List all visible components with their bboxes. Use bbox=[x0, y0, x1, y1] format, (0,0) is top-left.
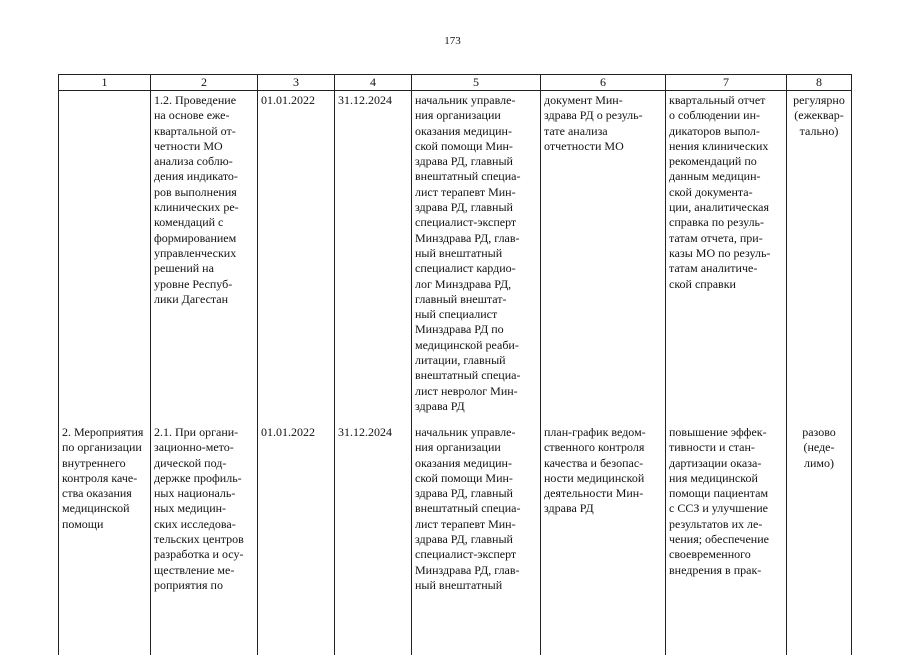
end-date-cell: 31.12.2024 bbox=[335, 91, 412, 420]
column-header-6: 6 bbox=[541, 75, 666, 91]
column-header-5: 5 bbox=[412, 75, 541, 91]
frequency-cell: разово (неде- лимо) bbox=[787, 419, 852, 655]
start-date-cell: 01.01.2022 bbox=[258, 91, 335, 420]
measures-table bbox=[58, 74, 852, 655]
result-document-cell: документ Мин- здрава РД о резуль- тате анализа отчетности МО bbox=[541, 91, 666, 420]
end-date-cell: 31.12.2024 bbox=[335, 419, 412, 655]
measure-cell: 1.2. Проведение на основе еже- квартальной от- четности МО анализа соблю- дения индикато- ров выполнения клинических ре- комендаций с формированием управленческих решений на уровне Респуб- лики Дагестан bbox=[151, 91, 258, 420]
column-header-3: 3 bbox=[258, 75, 335, 91]
responsible-cell: начальник управле- ния организации оказания медицин- ской помощи Мин- здрава РД, главный внештатный специа- лист терапевт Мин- здрава РД, главный специалист-эксперт Минздрава РД, глав- ный внештатный bbox=[412, 419, 541, 655]
column-header-7: 7 bbox=[666, 75, 787, 91]
result-document-cell: план-график ведом- ственного контроля качества и безопас- ности медицинской деятельности Мин- здрава РД bbox=[541, 419, 666, 655]
column-header-8: 8 bbox=[787, 75, 852, 91]
outcome-cell: повышение эффек- тивности и стан- дартизации оказа- ния медицинской помощи пациентам с ССЗ и улучшение результатов их ле- чения; обеспечение своевременного внедрения в прак- bbox=[666, 419, 787, 655]
page-number: 173 bbox=[444, 35, 461, 47]
frequency-cell: регулярно (ежеквар- тально) bbox=[787, 91, 852, 420]
column-header-2: 2 bbox=[151, 75, 258, 91]
measure-cell: 2.1. При органи- зационно-мето- дической под- держке профиль- ных националь- ных медицин- ских исследова- тельских центров разработка и осу- ществление ме- роприятия по bbox=[151, 419, 258, 655]
activity-cell: 2. Мероприятия по организации внутреннего контроля каче- ства оказания медицинской помощи bbox=[59, 419, 151, 655]
activity-cell bbox=[59, 91, 151, 420]
column-number-row bbox=[59, 75, 852, 91]
responsible-cell: начальник управле- ния организации оказания медицин- ской помощи Мин- здрава РД, главный внештатный специа- лист терапевт Мин- здрава РД, главный специалист-эксперт Минздрава РД, глав- ный внештатный специалист кардио- лог Минздрава РД, главный внештат- ный специалист Минздрава РД по медицинской реаби- литации, главный внештатный специа- лист невролог Мин- здрава РД bbox=[412, 91, 541, 420]
outcome-cell: квартальный отчет о соблюдении ин- дикаторов выпол- нения клинических рекомендаций по данным медицин- ской документа- ции, аналитическая справка по резуль- татам отчета, при- казы МО по резуль- татам аналитиче- ской справки bbox=[666, 91, 787, 420]
column-header-1: 1 bbox=[59, 75, 151, 91]
start-date-cell: 01.01.2022 bbox=[258, 419, 335, 655]
table-row bbox=[59, 419, 852, 655]
column-header-4: 4 bbox=[335, 75, 412, 91]
table-row bbox=[59, 91, 852, 420]
